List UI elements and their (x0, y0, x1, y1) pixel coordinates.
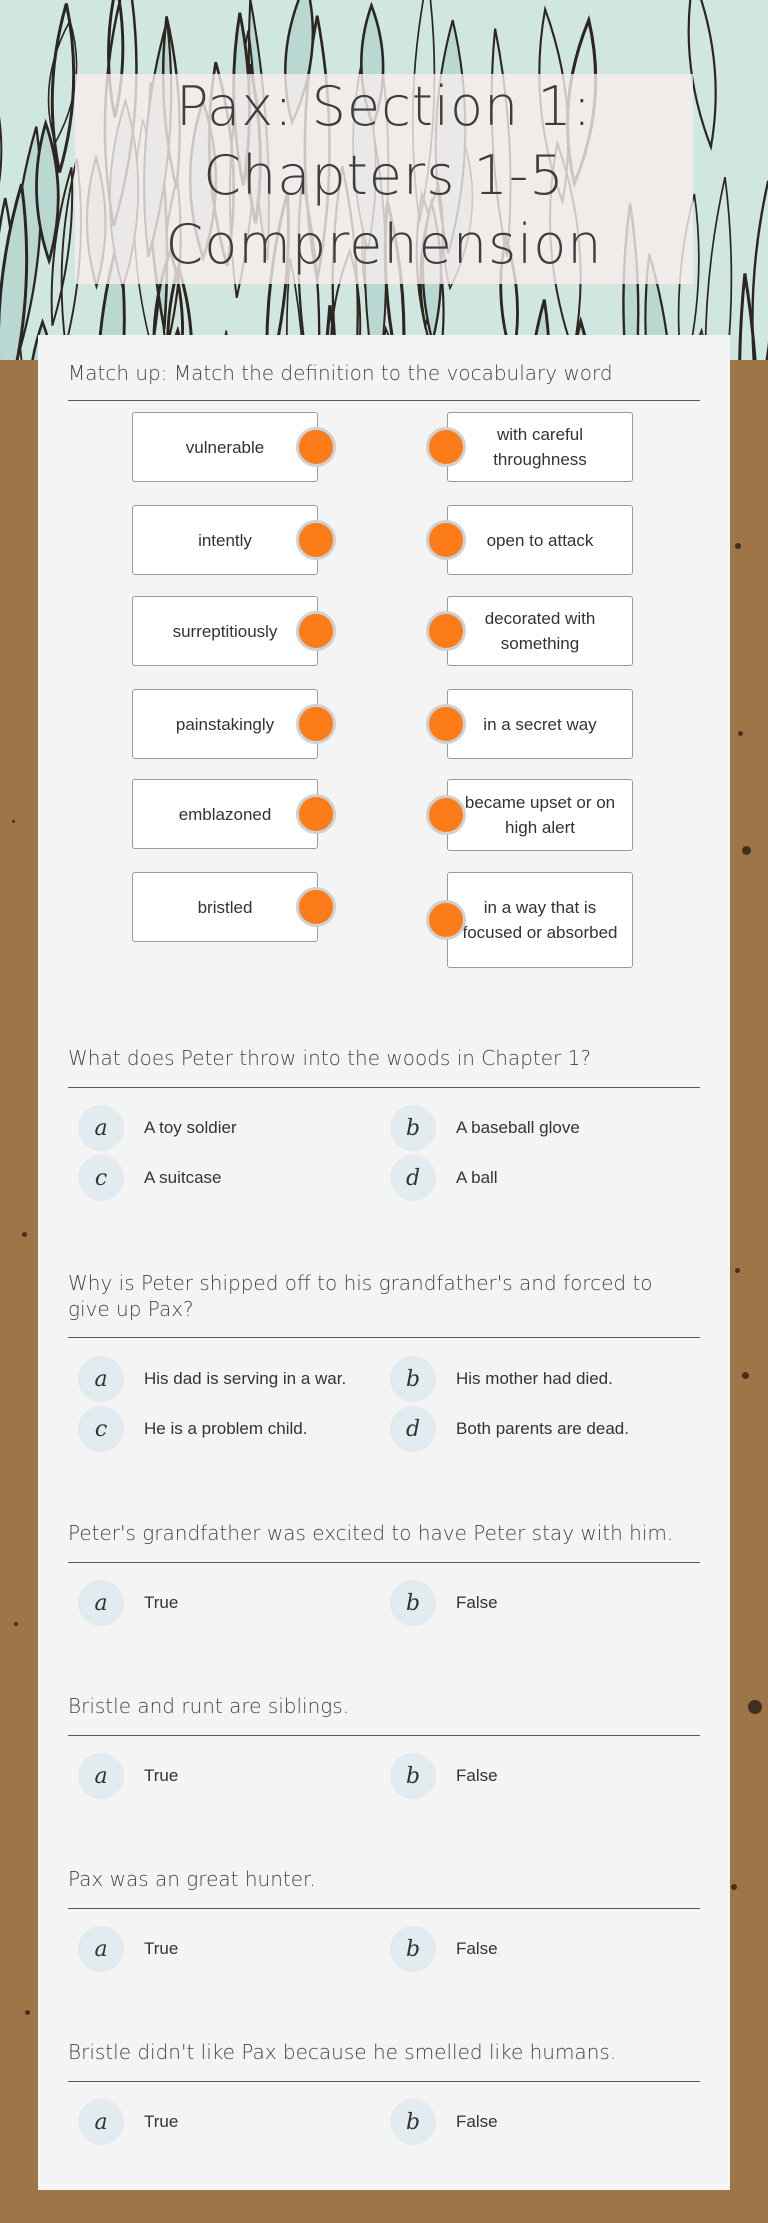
answer-option-a[interactable] (78, 1575, 178, 1631)
match-definition-label: with careful throughness (493, 425, 587, 469)
match-term-box[interactable] (132, 689, 318, 759)
answer-option-b[interactable] (390, 1921, 498, 1977)
option-letter-badge: b (390, 1926, 436, 1972)
question-text: Why is Peter shipped off to his grandfather's and forced to give up Pax? (68, 1271, 653, 1321)
option-label: He is a problem child. (144, 1419, 308, 1438)
match-term-box[interactable] (132, 779, 318, 849)
answer-option-a[interactable] (78, 1748, 178, 1804)
answer-option-a[interactable] (78, 1100, 237, 1156)
answer-option-b[interactable] (390, 1575, 498, 1631)
divider (68, 1337, 700, 1338)
match-term-label: vulnerable (185, 437, 265, 457)
leaf-shape (52, 4, 73, 173)
leaf-shape (0, 39, 1, 206)
option-letter-badge: a (78, 1753, 124, 1799)
option-letter-badge: a (78, 1580, 124, 1626)
question-text: What does Peter throw into the woods in Chapter 1? (68, 1046, 591, 1070)
answer-option-c[interactable] (78, 1401, 307, 1457)
match-connector-right[interactable] (426, 900, 466, 940)
header-banner (0, 0, 768, 360)
match-term-label: intently (198, 530, 252, 550)
match-definition-box[interactable] (447, 505, 633, 575)
worksheet-card (38, 335, 730, 2190)
match-term-box[interactable] (132, 412, 318, 482)
option-label: True (144, 1939, 179, 1958)
option-letter-badge: b (390, 2099, 436, 2145)
option-label: A baseball glove (456, 1118, 580, 1137)
leaf-shape (0, 184, 27, 360)
option-label: A toy soldier (144, 1118, 237, 1137)
answer-option-b[interactable] (390, 1748, 498, 1804)
option-letter-badge: a (78, 1926, 124, 1972)
match-connector-right[interactable] (426, 611, 466, 651)
option-letter-badge: b (390, 1753, 436, 1799)
match-connector-left[interactable] (296, 887, 336, 927)
option-label: His dad is serving in a war. (144, 1369, 347, 1388)
match-connector-right[interactable] (426, 704, 466, 744)
match-definition-box[interactable] (447, 596, 633, 666)
answer-option-b[interactable] (390, 1100, 580, 1156)
divider (68, 1562, 700, 1563)
leaf-shape (752, 181, 768, 360)
option-letter-badge: b (390, 1580, 436, 1626)
option-letter-badge: a (78, 1356, 124, 1402)
match-term-label: surreptitiously (172, 621, 278, 641)
match-term-label: bristled (197, 897, 253, 917)
option-label: True (144, 1766, 179, 1785)
divider (68, 1908, 700, 1909)
match-term-label: painstakingly (175, 714, 275, 734)
option-label: False (456, 2112, 498, 2131)
match-definition-label: became upset or on high alert (464, 793, 616, 837)
answer-option-a[interactable] (78, 2094, 178, 2150)
option-label: A suitcase (144, 1168, 222, 1187)
option-label: True (144, 2112, 179, 2131)
match-connector-right[interactable] (426, 795, 466, 835)
match-term-box[interactable] (132, 872, 318, 942)
option-letter-badge: a (78, 1105, 124, 1151)
match-connector-left[interactable] (296, 794, 336, 834)
match-connector-right[interactable] (426, 520, 466, 560)
matching-title: Match up: Match the definition to the vocabulary word (68, 361, 613, 385)
match-definition-label: open to attack (486, 530, 594, 550)
match-connector-left[interactable] (296, 427, 336, 467)
match-definition-box[interactable] (447, 779, 633, 851)
match-term-label: emblazoned (178, 804, 272, 824)
match-definition-box[interactable] (447, 689, 633, 759)
match-definition-box[interactable] (447, 872, 633, 968)
option-letter-badge: c (78, 1406, 124, 1452)
divider (68, 2081, 700, 2082)
option-letter-badge: b (390, 1105, 436, 1151)
answer-option-d[interactable] (390, 1150, 498, 1206)
answer-option-a[interactable] (78, 1921, 178, 1977)
answer-option-a[interactable] (78, 1351, 346, 1407)
option-label: False (456, 1766, 498, 1785)
option-label: False (456, 1939, 498, 1958)
option-label: False (456, 1593, 498, 1612)
answer-option-b[interactable] (390, 1351, 613, 1407)
question-text: Bristle and runt are siblings. (68, 1694, 350, 1718)
option-letter-badge: d (390, 1406, 436, 1452)
match-definition-label: in a way that is focused or absorbed (462, 898, 618, 942)
match-term-box[interactable] (132, 596, 318, 666)
divider (68, 1087, 700, 1088)
leaf-shape (705, 177, 731, 360)
match-connector-left[interactable] (296, 704, 336, 744)
divider (68, 400, 700, 401)
option-letter-badge: d (390, 1155, 436, 1201)
match-connector-right[interactable] (426, 427, 466, 467)
option-letter-badge: a (78, 2099, 124, 2145)
answer-option-b[interactable] (390, 2094, 498, 2150)
match-connector-left[interactable] (296, 520, 336, 560)
question-text: Peter's grandfather was excited to have Peter stay with him. (68, 1521, 674, 1545)
page-title: Pax: Section 1: Chapters 1-5 Comprehension (165, 75, 603, 276)
match-connector-left[interactable] (296, 611, 336, 651)
match-definition-label: in a secret way (483, 714, 597, 734)
leaf-shape (740, 274, 759, 360)
match-definition-box[interactable] (447, 412, 633, 482)
option-label: Both parents are dead. (456, 1419, 629, 1438)
option-label: A ball (456, 1168, 498, 1187)
option-letter-badge: b (390, 1356, 436, 1402)
option-letter-badge: c (78, 1155, 124, 1201)
option-label: His mother had died. (456, 1369, 613, 1388)
question-text: Bristle didn't like Pax because he smelled like humans. (68, 2040, 617, 2064)
match-definition-label: decorated with something (484, 609, 596, 653)
divider (68, 1735, 700, 1736)
answer-option-d[interactable] (390, 1401, 629, 1457)
match-term-box[interactable] (132, 505, 318, 575)
question-text: Pax was an great hunter. (68, 1867, 316, 1891)
answer-option-c[interactable] (78, 1150, 222, 1206)
option-label: True (144, 1593, 179, 1612)
